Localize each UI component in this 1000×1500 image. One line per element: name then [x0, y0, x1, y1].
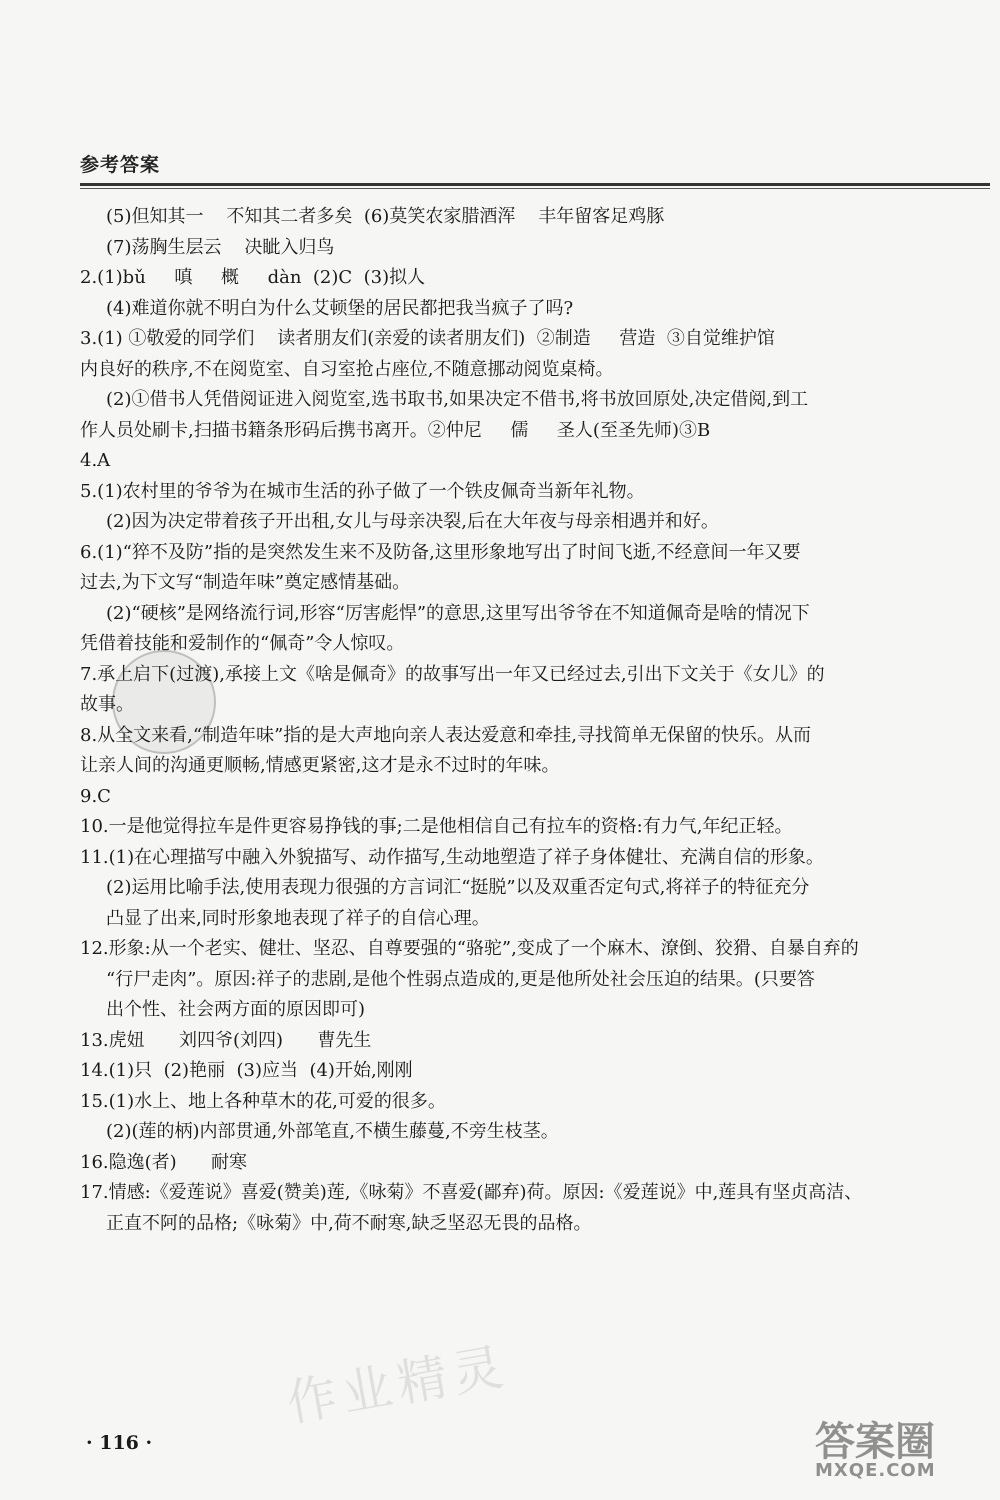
answer-line: 17.情感:《爱莲说》喜爱(赞美)莲,《咏菊》不喜爱(鄙弃)荷。原因:《爱莲说》中,莲具有坚贞高洁、: [80, 1182, 863, 1203]
answer-line: 12.形象:从一个老实、健壮、坚忍、自尊要强的“骆驼”,变成了一个麻木、潦倒、狡猾、自暴自弃的: [80, 938, 859, 959]
answer-line: 凭借着技能和爱制作的“佩奇”令人惊叹。: [80, 633, 405, 654]
answer-line: 13.虎妞 刘四爷(刘四) 曹先生: [80, 1029, 372, 1051]
answer-body: [80, 202, 980, 1239]
answer-line: 4.A: [80, 450, 111, 471]
answer-line: 出个性、社会两方面的原因即可): [106, 999, 366, 1020]
answer-line: 2.(1)bǔ 嗔 概 dàn (2)C (3)拟人: [80, 267, 426, 288]
answer-line: 6.(1)“猝不及防”指的是突然发生来不及防备,这里形象地写出了时间飞逝,不经意间一年又要: [80, 541, 801, 563]
answer-line: (2)因为决定带着孩子开出租,女儿与母亲决裂,后在大年夜与母亲相遇并和好。: [106, 511, 719, 532]
answer-line: (2)“硬核”是网络流行词,形容“厉害彪悍”的意思,这里写出爷爷在不知道佩奇是啥的情况下: [106, 602, 810, 624]
answer-line: (2)①借书人凭借阅证进入阅览室,选书取书,如果决定不借书,将书放回原处,决定借阅,到工: [106, 389, 809, 410]
answer-line: (7)荡胸生层云 决眦入归鸟: [106, 236, 335, 258]
page-number: · 116 ·: [86, 1432, 153, 1454]
watermark: 作业精灵: [282, 1336, 514, 1433]
answer-line: 让亲人间的沟通更顺畅,情感更紧密,这才是永不过时的年味。: [80, 755, 560, 776]
answer-line: (2)运用比喻手法,使用表现力很强的方言词汇“挺脱”以及双重否定句式,将祥子的特征充分: [106, 877, 810, 898]
answer-line: 故事。: [80, 694, 134, 715]
page-header: [80, 150, 990, 189]
answer-line: 9.C: [80, 785, 111, 807]
answer-line: (2)(莲的柄)内部贯通,外部笔直,不横生藤蔓,不旁生枝茎。: [106, 1121, 559, 1142]
answer-line: 16.隐逸(者) 耐寒: [80, 1151, 248, 1173]
site-url: MXQE.COM: [815, 1460, 936, 1481]
answer-line: 作人员处刷卡,扫描书籍条形码后携书离开。②仲尼 儒 圣人(至圣先师)③B: [80, 419, 711, 441]
answer-line: “行尸走肉”。原因:祥子的悲剧,是他个性弱点造成的,更是他所处社会压迫的结果。(只要答: [106, 968, 815, 990]
answer-line: 14.(1)只 (2)艳丽 (3)应当 (4)开始,刚刚: [80, 1060, 413, 1081]
answer-line: 7.承上启下(过渡),承接上文《啥是佩奇》的故事写出一年又已经过去,引出下文关于《女儿》的: [80, 663, 825, 685]
answer-line: 内良好的秩序,不在阅览室、自习室抢占座位,不随意挪动阅览桌椅。: [80, 358, 614, 380]
answer-line: 凸显了出来,同时形象地表现了祥子的自信心理。: [106, 907, 490, 929]
answer-line: (5)但知其一 不知其二者多矣 (6)莫笑农家腊酒浑 丰年留客足鸡豚: [106, 206, 665, 227]
answer-line: 15.(1)水上、地上各种草木的花,可爱的很多。: [80, 1090, 446, 1112]
answer-line: 过去,为下文写“制造年味”奠定感情基础。: [80, 572, 411, 593]
answer-line: 10.一是他觉得拉车是件更容易挣钱的事;二是他相信自己有拉车的资格:有力气,年纪正轻。: [80, 816, 793, 837]
page-title: 参考答案: [80, 154, 161, 176]
answer-line: 8.从全文来看,“制造年味”指的是大声地向亲人表达爱意和牵挂,寻找简单无保留的快乐。从而: [80, 724, 812, 746]
answer-line: 正直不阿的品格;《咏菊》中,荷不耐寒,缺乏坚忍无畏的品格。: [106, 1212, 592, 1234]
answer-line: 3.(1) ①敬爱的同学们 读者朋友们(亲爱的读者朋友们) ②制造 营造 ③自觉维护馆: [80, 328, 775, 349]
answer-line: (4)难道你就不明白为什么艾顿堡的居民都把我当疯子了吗?: [106, 297, 574, 319]
header-rule: [80, 183, 990, 186]
answer-line: 11.(1)在心理描写中融入外貌描写、动作描写,生动地塑造了祥子身体健壮、充满自信的形象。: [80, 846, 824, 868]
header-rule-thin: [80, 188, 990, 189]
answer-line: 5.(1)农村里的爷爷为在城市生活的孙子做了一个铁皮佩奇当新年礼物。: [80, 480, 645, 502]
site-logo: 答案圈: [815, 1419, 935, 1465]
